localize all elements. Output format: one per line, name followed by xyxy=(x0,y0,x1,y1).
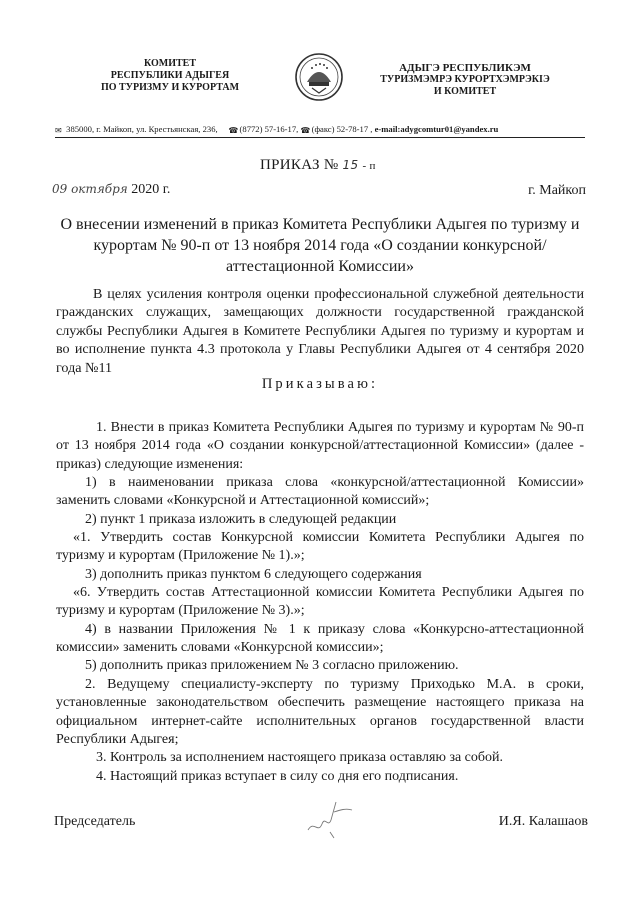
address: 385000, г. Майкоп, ул. Крестьянская, 236, xyxy=(66,124,218,134)
header-left-line: РЕСПУБЛИКИ АДЫГЕЯ xyxy=(110,70,230,81)
order-heading xyxy=(260,157,376,174)
fax-number: (факс) 52-78-17 , xyxy=(311,124,373,134)
contact-line xyxy=(55,124,575,135)
order-item: 5) дополнить приказ приложением № 3 согласно приложению. xyxy=(85,658,459,674)
header-left-line: ПО ТУРИЗМУ И КУРОРТАМ xyxy=(100,82,240,93)
document-title: О внесении изменений в приказ Комитета Республики Адыгея по туризму и курортам № 90-п от 13 ноября 2014 года «О создании конкурсной/аттестационной Комиссии» xyxy=(60,216,580,275)
email-address: e-mail:adygcomtur01@yandex.ru xyxy=(374,124,499,134)
committee-name-adyghe xyxy=(380,62,550,98)
signer-position: Председатель xyxy=(54,814,136,829)
order-item: 3) дополнить приказ пунктом 6 следующего содержания xyxy=(85,566,422,582)
coat-of-arms-emblem-icon xyxy=(294,52,344,102)
order-item: 4) в названии Приложения № 1 к приказу слова «Конкурсно-аттестационной комиссии» заменить словами «Конкурсной комиссии»; xyxy=(56,621,584,656)
phone-icon: ☎ xyxy=(228,126,239,135)
order-label: ПРИКАЗ № xyxy=(260,157,339,173)
intro-paragraph: В целях усиления контроля оценки профессиональной служебной деятельности гражданских служащих, замещающих должности государственной гражданской службы Республики Адыгея в Комитете Республики Адыгея по туризму и курортам и во исполнение пункта 4.3 протокола у Главы Республики Адыгея от 4 сентября 2020 года №11 xyxy=(56,286,584,376)
header-right-line: АДЫГЭ РЕСПУБЛИКЭМ xyxy=(399,62,531,74)
order-item: «1. Утвердить состав Конкурсной комиссии Комитета Республики Адыгея по туризму и курортам (Приложение № 1).»; xyxy=(56,530,584,564)
date-handwritten: 09 октября xyxy=(52,182,128,196)
order-items xyxy=(56,419,584,786)
envelope-icon: ✉ xyxy=(55,126,62,135)
signer-name: И.Я. Калашаов xyxy=(498,814,588,829)
order-item: 4. Настоящий приказ вступает в силу со дня его подписания. xyxy=(96,768,459,784)
handwritten-signature xyxy=(300,790,360,840)
header-right-line: И КОМИТЕТ xyxy=(433,86,497,97)
header-right-line: ТУРИЗМЭМРЭ КУРОРТХЭМРЭКIЭ xyxy=(380,74,550,85)
header-left-line: КОМИТЕТ xyxy=(143,58,196,69)
phone-number: (8772) 57-16-17, xyxy=(239,124,299,134)
order-item: 2. Ведущему специалисту-эксперту по туризму Приходько М.А. в сроки, установленные законодательством обеспечить размещение настоящего приказа на официальном интернет-сайте исполнительных органов государственной власти Республики Адыгея; xyxy=(56,676,584,747)
order-suffix: - п xyxy=(362,160,376,172)
order-number-handwritten: 15 xyxy=(342,158,359,172)
order-city: г. Майкоп xyxy=(528,183,586,198)
header-divider xyxy=(55,137,585,138)
fax-icon: ☎ xyxy=(300,126,311,135)
order-item: 1) в наименовании приказа слова «конкурсной/аттестационной Комиссии» заменить словами «Конкурсной и Аттестационной комиссий»; xyxy=(56,475,584,509)
order-item: 2) пункт 1 приказа изложить в следующей редакции xyxy=(85,511,397,527)
order-date xyxy=(52,182,170,198)
decree-word: Приказываю: xyxy=(261,376,379,392)
order-item: «6. Утвердить состав Аттестационной комиссии Комитета Республики Адыгея по туризму и курортам (Приложение № 3).»; xyxy=(56,585,584,619)
order-item: 1. Внести в приказ Комитета Республики Адыгея по туризму и курортам № 90-п от 13 ноября 2014 года «О создании конкурсной/аттестационной Комиссии» (далее - приказ) следующие изменения: xyxy=(56,420,584,472)
order-year: 2020 г. xyxy=(131,182,171,197)
committee-name-russian xyxy=(95,58,245,94)
order-item: 3. Контроль за исполнением настоящего приказа оставляю за собой. xyxy=(96,750,504,766)
